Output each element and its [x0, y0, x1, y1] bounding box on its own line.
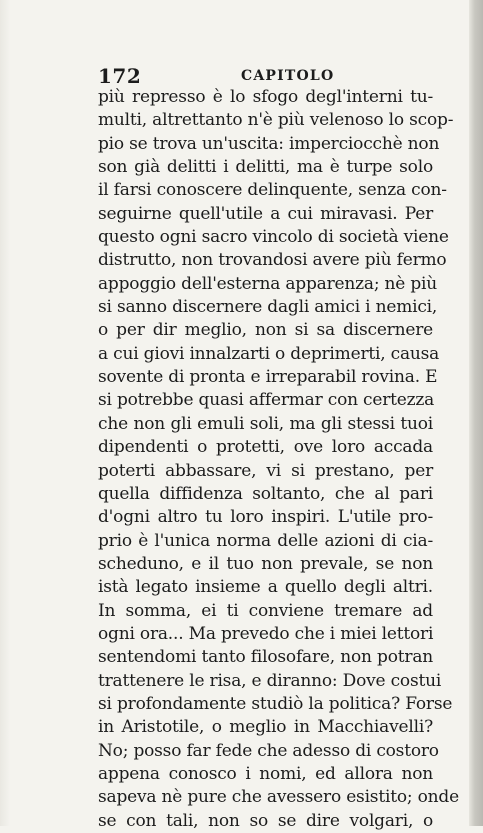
text-line: che non gli emuli soli, ma gli stessi tuoi: [98, 413, 433, 434]
text-line: si profondamente studiò la politica? Forse: [98, 693, 453, 714]
text-line: quella diffidenza soltanto, che al pari: [98, 483, 433, 504]
text-line: a cui giovi innalzarti o deprimerti, causa: [98, 343, 440, 364]
body-text: [98, 86, 459, 833]
page-edge: [469, 0, 483, 826]
text-line: dipendenti o protetti, ove loro accada: [98, 437, 433, 458]
text-line: istà legato insieme a quello degli altri.: [98, 577, 433, 598]
text-line: pio se trova un'uscita: imperciocchè non: [98, 133, 440, 154]
text-line: sentendomi tanto filosofare, non potran: [98, 647, 433, 668]
page-gutter-shadow: [0, 0, 10, 826]
text-line: il farsi conoscere delinquente, senza con-: [98, 180, 447, 201]
text-line: appena conosco i nomi, ed allora non: [98, 763, 433, 784]
text-line: seguirne quell'utile a cui miravasi. Per: [98, 203, 433, 224]
text-line: prio è l'unica norma delle azioni di cia-: [98, 530, 433, 551]
text-line: in Aristotile, o meglio in Macchiavelli?: [98, 717, 433, 738]
page-header: [98, 64, 428, 88]
text-line: o per dir meglio, non si sa discernere: [98, 320, 433, 341]
text-line: si sanno discernere dagli amici i nemici,: [98, 297, 438, 318]
text-line: più represso è lo sfogo degl'interni tu-: [98, 87, 433, 107]
running-head: CAPITOLO: [241, 68, 335, 84]
text-line: si potrebbe quasi affermar con certezza: [98, 390, 435, 411]
text-line: distrutto, non trovandosi avere più fermo: [98, 250, 447, 271]
text-line: multi, altrettanto n'è più velenoso lo scop-: [98, 110, 454, 131]
text-line: No; posso far fede che adesso di costoro: [98, 740, 439, 761]
text-line: ogni ora... Ma prevedo che i miei lettori: [98, 623, 434, 644]
text-line: sapeva nè pure che avessero esistito; onde: [98, 787, 459, 808]
text-line: d'ogni altro tu loro inspiri. L'utile pro-: [98, 507, 433, 528]
text-line: questo ogni sacro vincolo di società viene: [98, 227, 449, 248]
text-line: poterti abbassare, vi si prestano, per: [98, 460, 433, 481]
text-line: se con tali, non so se dire volgari, o: [98, 810, 433, 831]
text-line: scheduno, e il tuo non prevale, se non: [98, 553, 433, 574]
page-number: 172: [98, 64, 142, 88]
text-line: In somma, ei ti conviene tremare ad: [98, 600, 433, 621]
text-line: son già delitti i delitti, ma è turpe solo: [98, 157, 433, 178]
text-line: trattenere le risa, e diranno: Dove costui: [98, 670, 442, 691]
text-line: appoggio dell'esterna apparenza; nè più: [98, 273, 438, 294]
text-line: sovente di pronta e irreparabil rovina. E: [98, 367, 438, 388]
